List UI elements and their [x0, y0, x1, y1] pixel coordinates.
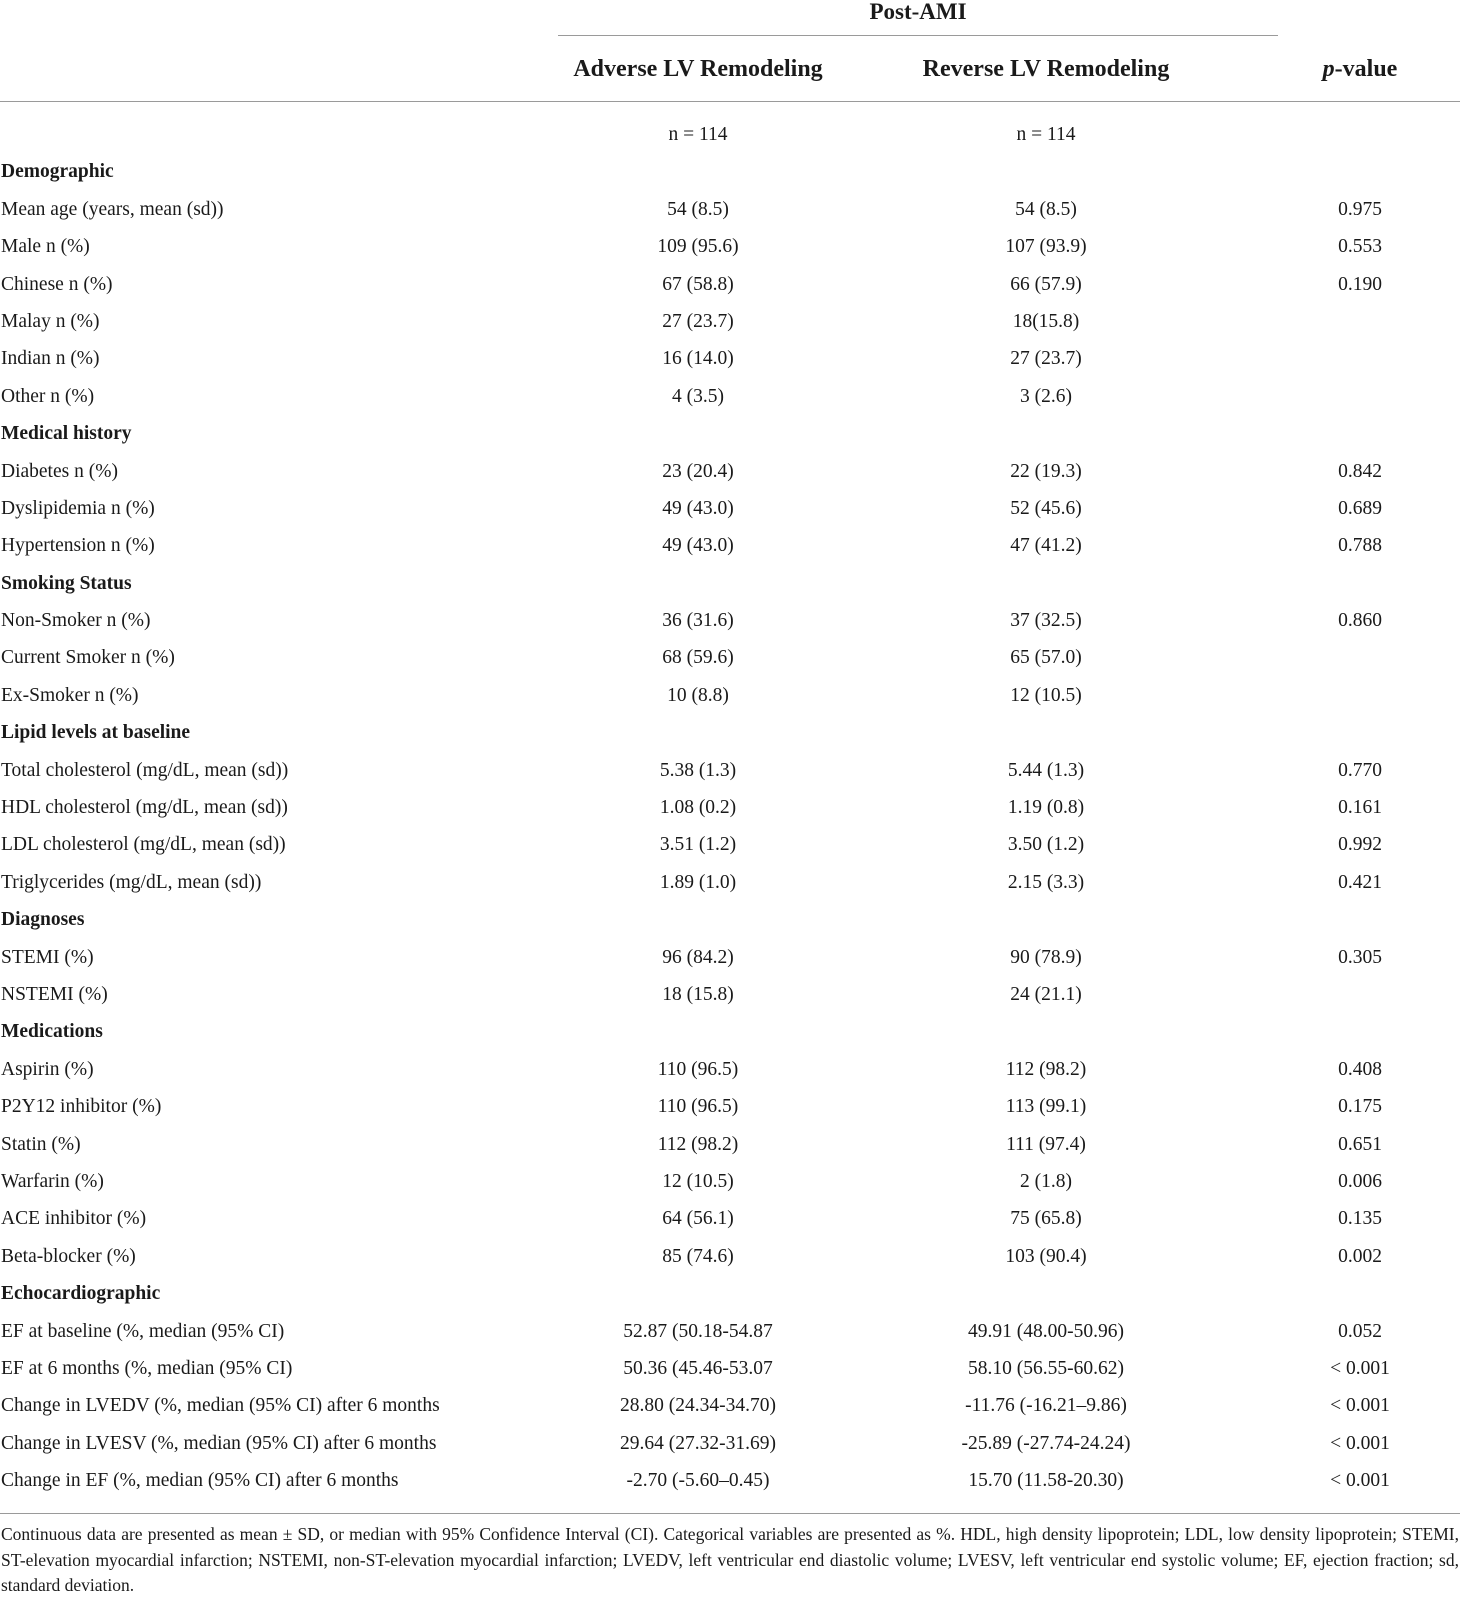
row-label: Malay n (%) [1, 310, 100, 332]
reverse-value: 111 (97.4) [1006, 1133, 1086, 1155]
p-value: 0.002 [1338, 1245, 1382, 1267]
row-label: Echocardiographic [1, 1283, 161, 1305]
adverse-value: 112 (98.2) [657, 1133, 739, 1155]
column-header-p-value [1280, 52, 1440, 86]
section-header-row [0, 714, 1460, 751]
reverse-value: 49.91 (48.00-50.96) [968, 1320, 1124, 1342]
row-label: Non-Smoker n (%) [1, 610, 151, 632]
p-value: 0.135 [1338, 1208, 1382, 1230]
reverse-value: 47 (41.2) [1010, 535, 1082, 557]
p-value: 0.305 [1338, 946, 1382, 968]
adverse-value: 54 (8.5) [667, 198, 729, 220]
adverse-value: 96 (84.2) [662, 946, 734, 968]
p-value: 0.860 [1338, 610, 1382, 632]
p-value: 0.770 [1338, 759, 1382, 781]
p-value: 0.992 [1338, 834, 1382, 856]
footer-rule [0, 1513, 1460, 1514]
row-label: Change in LVESV (%, median (95% CI) after 6 months [1, 1432, 437, 1454]
header-rule [0, 101, 1460, 102]
row-label: Change in LVEDV (%, median (95% CI) after 6 months [1, 1395, 440, 1417]
table-row [0, 1313, 1460, 1350]
table-row [0, 1200, 1460, 1237]
p-value: < 0.001 [1330, 1470, 1390, 1492]
p-value: 0.421 [1338, 871, 1382, 893]
table-body [0, 116, 1460, 1499]
adverse-value: 1.08 (0.2) [659, 797, 737, 819]
p-value-italic-p: p [1322, 56, 1335, 82]
reverse-value: -11.76 (-16.21–9.86) [965, 1395, 1127, 1417]
row-label: EF at baseline (%, median (95% CI) [1, 1320, 285, 1342]
row-label: Statin (%) [1, 1133, 81, 1155]
row-label: LDL cholesterol (mg/dL, mean (sd)) [1, 834, 286, 856]
adverse-value: n = 114 [668, 124, 728, 145]
reverse-value: -25.89 (-27.74-24.24) [961, 1432, 1131, 1454]
row-label: EF at 6 months (%, median (95% CI) [1, 1357, 293, 1379]
table-row [0, 639, 1460, 676]
table-row [0, 303, 1460, 340]
reverse-value: 65 (57.0) [1010, 647, 1082, 669]
adverse-value: 110 (96.5) [657, 1096, 739, 1118]
row-label: Beta-blocker (%) [1, 1245, 136, 1267]
reverse-value: 107 (93.9) [1005, 236, 1087, 258]
reverse-value: n = 114 [1016, 124, 1076, 145]
row-label: Lipid levels at baseline [1, 722, 191, 744]
section-header-row [0, 565, 1460, 602]
adverse-value: 23 (20.4) [662, 460, 734, 482]
row-label: Ex-Smoker n (%) [1, 684, 139, 706]
row-label: Dyslipidemia n (%) [1, 497, 155, 519]
table-row [0, 116, 1460, 153]
row-label: Triglycerides (mg/dL, mean (sd)) [1, 871, 262, 893]
row-label: Medical history [1, 423, 132, 445]
p-value: 0.842 [1338, 460, 1382, 482]
table-row [0, 677, 1460, 714]
adverse-value: 52.87 (50.18-54.87 [623, 1320, 773, 1342]
row-label: ACE inhibitor (%) [1, 1208, 147, 1230]
group-header-underline [558, 35, 1278, 36]
table-row [0, 1088, 1460, 1125]
adverse-value: 3.51 (1.2) [659, 834, 737, 856]
p-value: 0.553 [1338, 236, 1382, 258]
table-row [0, 1387, 1460, 1424]
p-value: 0.175 [1338, 1096, 1382, 1118]
reverse-value: 112 (98.2) [1005, 1058, 1087, 1080]
adverse-value: 109 (95.6) [657, 236, 739, 258]
adverse-value: 36 (31.6) [662, 610, 734, 632]
adverse-value: 67 (58.8) [662, 273, 734, 295]
table-footnote: Continuous data are presented as mean ± SD, or median with 95% Confidence Interval (CI). Categorical variables are presented as %. HDL, high density lipoprotein; LDL, low density lipoprotein; STEMI, ST-elevation myocardial infarction; NSTEMI, non-ST-elevation myocardial infarction; LVEDV, left ventricular end diastolic volume; LVESV, left ventricular end systolic volume; EF, ejection fraction; sd, standard deviation. [1, 1524, 1459, 1595]
section-header-row [0, 415, 1460, 452]
adverse-value: 29.64 (27.32-31.69) [620, 1432, 776, 1454]
p-value-suffix: -value [1334, 56, 1398, 82]
section-header-row [0, 1013, 1460, 1050]
adverse-value: 50.36 (45.46-53.07 [623, 1357, 773, 1379]
table-row [0, 826, 1460, 863]
table-row [0, 1126, 1460, 1163]
row-label: Warfarin (%) [1, 1170, 104, 1192]
p-value: < 0.001 [1330, 1357, 1390, 1379]
reverse-value: 22 (19.3) [1010, 460, 1082, 482]
reverse-value: 75 (65.8) [1010, 1208, 1082, 1230]
p-value: 0.190 [1338, 273, 1382, 295]
adverse-value: 10 (8.8) [667, 684, 729, 706]
p-value: < 0.001 [1330, 1432, 1390, 1454]
row-label: Medications [1, 1021, 103, 1043]
row-label: Hypertension n (%) [1, 535, 155, 557]
p-value: 0.161 [1338, 797, 1382, 819]
row-label: Change in EF (%, median (95% CI) after 6 months [1, 1470, 399, 1492]
table-row [0, 939, 1460, 976]
adverse-value: 16 (14.0) [662, 348, 734, 370]
reverse-value: 18(15.8) [1012, 310, 1080, 332]
section-header-row [0, 901, 1460, 938]
reverse-value: 24 (21.1) [1010, 983, 1082, 1005]
reverse-value: 3.50 (1.2) [1007, 834, 1085, 856]
p-value: 0.689 [1338, 497, 1382, 519]
adverse-value: 64 (56.1) [662, 1208, 734, 1230]
p-value: 0.788 [1338, 535, 1382, 557]
row-label: Demographic [1, 161, 114, 183]
row-label: Current Smoker n (%) [1, 647, 175, 669]
section-header-row [0, 1275, 1460, 1312]
row-label: Mean age (years, mean (sd)) [1, 198, 224, 220]
table-row [0, 602, 1460, 639]
table-row [0, 228, 1460, 265]
reverse-value: 2.15 (3.3) [1007, 871, 1085, 893]
adverse-value: 28.80 (24.34-34.70) [620, 1395, 776, 1417]
p-value: < 0.001 [1330, 1395, 1390, 1417]
table-row [0, 1425, 1460, 1462]
adverse-value: -2.70 (-5.60–0.45) [626, 1470, 770, 1492]
row-label: STEMI (%) [1, 946, 94, 968]
row-label: Diabetes n (%) [1, 460, 118, 482]
table-row [0, 191, 1460, 228]
reverse-value: 15.70 (11.58-20.30) [968, 1470, 1124, 1492]
table-row [0, 1462, 1460, 1499]
adverse-value: 49 (43.0) [662, 497, 734, 519]
reverse-value: 2 (1.8) [1020, 1170, 1072, 1192]
table-row [0, 864, 1460, 901]
p-value: 0.975 [1338, 198, 1382, 220]
row-label: Indian n (%) [1, 348, 100, 370]
adverse-value: 18 (15.8) [662, 983, 734, 1005]
adverse-value: 1.89 (1.0) [659, 871, 737, 893]
reverse-value: 3 (2.6) [1020, 385, 1072, 407]
p-value: 0.052 [1338, 1320, 1382, 1342]
column-header-reverse: Reverse LV Remodeling [922, 56, 1170, 82]
p-value: 0.006 [1338, 1170, 1382, 1192]
table-row [0, 1163, 1460, 1200]
adverse-value: 49 (43.0) [662, 535, 734, 557]
table-row [0, 378, 1460, 415]
table-row [0, 527, 1460, 564]
row-label: Diagnoses [1, 909, 85, 931]
reverse-value: 5.44 (1.3) [1007, 759, 1085, 781]
table-row [0, 490, 1460, 527]
reverse-value: 58.10 (56.55-60.62) [968, 1357, 1124, 1379]
row-label: Other n (%) [1, 385, 95, 407]
reverse-value: 113 (99.1) [1005, 1096, 1087, 1118]
table-row [0, 340, 1460, 377]
row-label: HDL cholesterol (mg/dL, mean (sd)) [1, 797, 288, 819]
row-label: NSTEMI (%) [1, 983, 108, 1005]
reverse-value: 52 (45.6) [1010, 497, 1082, 519]
reverse-value: 103 (90.4) [1005, 1245, 1087, 1267]
reverse-value: 12 (10.5) [1010, 684, 1082, 706]
adverse-value: 110 (96.5) [657, 1058, 739, 1080]
column-header-adverse: Adverse LV Remodeling [573, 56, 823, 82]
row-label: P2Y12 inhibitor (%) [1, 1096, 162, 1118]
table-row [0, 453, 1460, 490]
reverse-value: 27 (23.7) [1010, 348, 1082, 370]
p-value: 0.408 [1338, 1058, 1382, 1080]
group-header-post-ami: Post-AMI [869, 0, 967, 24]
row-label: Chinese n (%) [1, 273, 113, 295]
section-header-row [0, 153, 1460, 190]
row-label: Aspirin (%) [1, 1058, 94, 1080]
table-row [0, 752, 1460, 789]
adverse-value: 85 (74.6) [662, 1245, 734, 1267]
row-label: Smoking Status [1, 572, 132, 594]
table-row [0, 976, 1460, 1013]
reverse-value: 1.19 (0.8) [1007, 797, 1085, 819]
table-row [0, 789, 1460, 826]
reverse-value: 54 (8.5) [1015, 198, 1077, 220]
adverse-value: 4 (3.5) [672, 385, 724, 407]
row-label: Male n (%) [1, 236, 90, 258]
table-row [0, 1238, 1460, 1275]
adverse-value: 27 (23.7) [662, 310, 734, 332]
reverse-value: 66 (57.9) [1010, 273, 1082, 295]
table-row [0, 266, 1460, 303]
p-value: 0.651 [1338, 1133, 1382, 1155]
adverse-value: 68 (59.6) [662, 647, 734, 669]
reverse-value: 37 (32.5) [1010, 610, 1082, 632]
row-label: Total cholesterol (mg/dL, mean (sd)) [1, 759, 289, 781]
table-row [0, 1051, 1460, 1088]
reverse-value: 90 (78.9) [1010, 946, 1082, 968]
adverse-value: 12 (10.5) [662, 1170, 734, 1192]
table-row [0, 1350, 1460, 1387]
adverse-value: 5.38 (1.3) [659, 759, 737, 781]
